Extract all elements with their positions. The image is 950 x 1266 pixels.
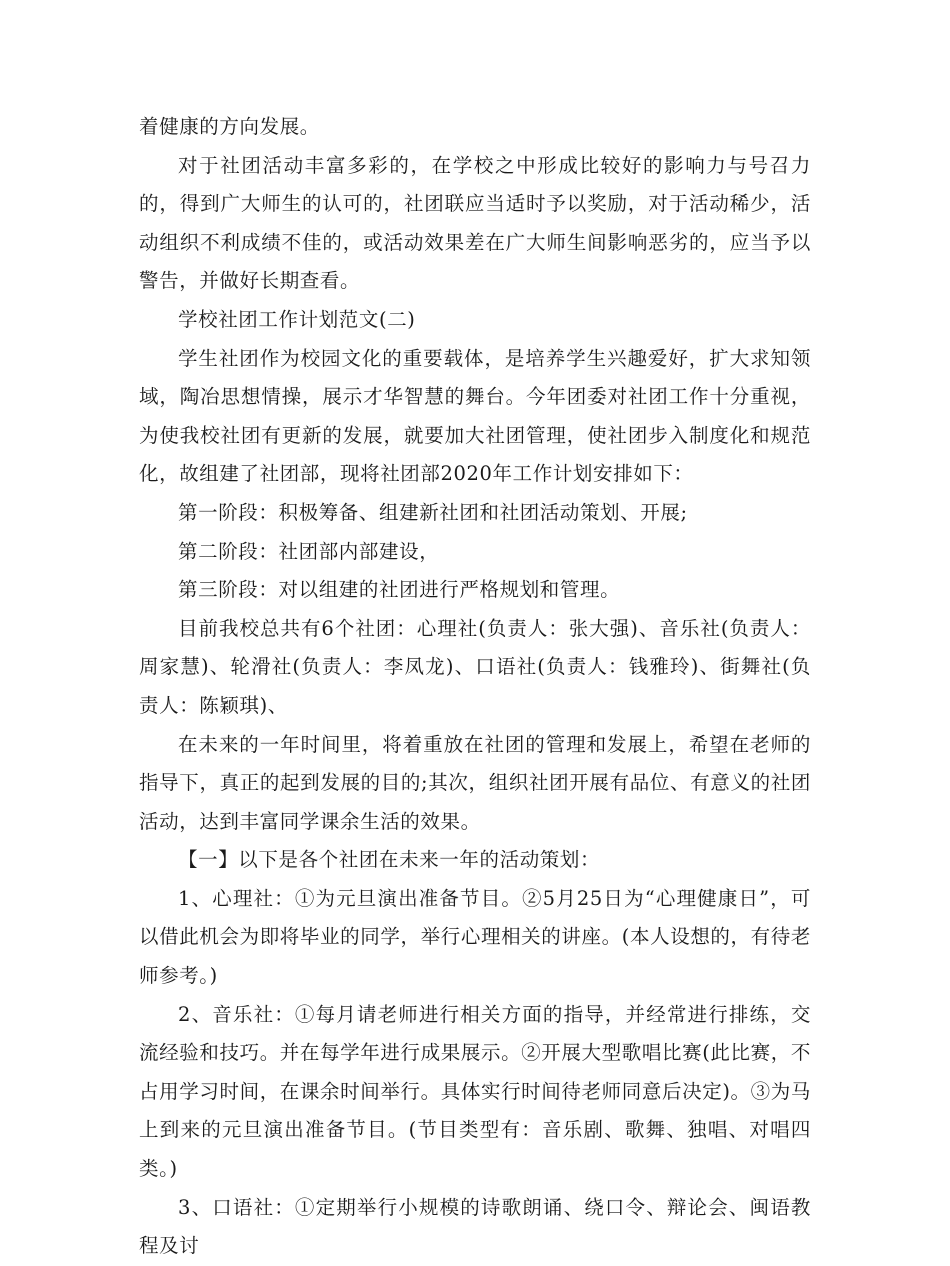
subsection-heading: 【一】以下是各个社团在未来一年的活动策划：: [178, 848, 601, 872]
list-item: 第一阶段：积极筹备、组建新社团和社团活动策划、开展;: [178, 500, 688, 524]
paragraph: 学生社团作为校园文化的重要载体，是培养学生兴趣爱好，扩大求知领域，陶冶思想情操，展示才华智慧的舞台。今年团委对社团工作十分重视，为使我校社团有更新的发展，就要加大社团管理，使社团步入制度化和规范化，故组建了社团部，现将社团部2020年工作计划安排如下：: [139, 346, 811, 486]
list-item: 3、口语社：①定期举行小规模的诗歌朗诵、绕口令、辩论会、闽语教程及讨: [139, 1195, 811, 1258]
list-item: 第三阶段：对以组建的社团进行严格规划和管理。: [178, 578, 621, 602]
section-heading: 学校社团工作计划范文(二): [178, 307, 416, 331]
document-body: [139, 108, 811, 1266]
paragraph: 着健康的方向发展。: [139, 115, 320, 138]
list-item: 第二阶段：社团部内部建设，: [178, 539, 440, 563]
paragraph: 在未来的一年时间里，将着重放在社团的管理和发展上，希望在老师的指导下，真正的起到发展的目的;其次，组织社团开展有品位、有意义的社团活动，达到丰富同学课余生活的效果。: [139, 732, 811, 833]
list-item: 2、音乐社：①每月请老师进行相关方面的指导，并经常进行排练，交流经验和技巧。并在每学年进行成果展示。②开展大型歌唱比赛(此比赛，不占用学习时间，在课余时间举行。具体实行时间待老师同意后决定)。③为马上到来的元旦演出准备节目。(节目类型有：音乐剧、歌舞、独唱、对唱四类。): [139, 1002, 811, 1181]
paragraph: 目前我校总共有6个社团：心理社(负责人：张大强)、音乐社(负责人：周家慧)、轮滑社(负责人：李凤龙)、口语社(负责人：钱雅玲)、街舞社(负责人：陈颖琪)、: [139, 616, 811, 717]
paragraph: 对于社团活动丰富多彩的，在学校之中形成比较好的影响力与号召力的，得到广大师生的认可的，社团联应当适时予以奖励，对于活动稀少，活动组织不利成绩不佳的，或活动效果差在广大师生间影响恶劣的，应当予以警告，并做好长期查看。: [139, 153, 811, 293]
list-item: 1、心理社：①为元旦演出准备节目。②5月25日为“心理健康日”，可以借此机会为即将毕业的同学，举行心理相关的讲座。(本人设想的，有待老师参考。): [139, 886, 811, 988]
